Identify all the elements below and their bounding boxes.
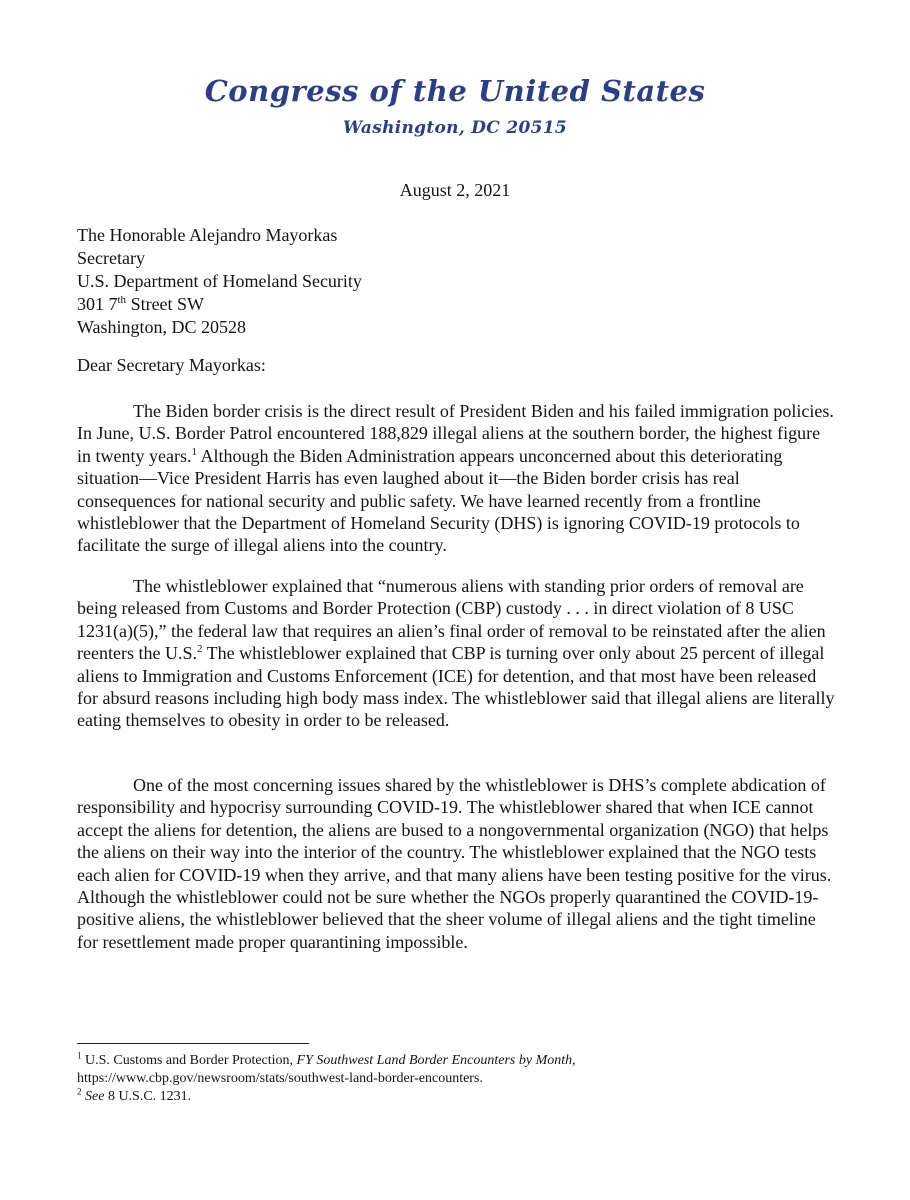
street-suffix: th [117,294,127,306]
body-paragraph-3: One of the most concerning issues shared by the whistleblower is DHS’s complete abdication of responsibility and hypocrisy surrounding COVID-19. The whistleblower shared that when ICE cannot accept the aliens for detention, the aliens are bused to a nongovernmental organization (NGO) that helps the aliens on their way into the interior of the country. The whistleblower explained that the NGO tests each alien for COVID-19 when they arrive, and that many aliens have been testing positive for the virus. Although the whistleblower could not be sure whether the NGOs properly quarantined the COVID-19-positive aliens, the whistleblower believed that the sheer volume of illegal aliens and the tight timeline for resettlement made proper quarantining impossible. [77,775,832,952]
footnote-1-url[interactable]: https://www.cbp.gov/newsroom/stats/southwest-land-border-encounters. [77,1071,483,1086]
recipient-title: Secretary [77,248,145,268]
body-paragraph-1 [77,400,837,557]
recipient-street [77,293,362,316]
paragraph-2-text-b: The whistleblower explained that CBP is turning over only about 25 percent of illegal aliens to Immigration and Customs Enforcement (ICE) for detention, and that most have been released for absurd reasons including high body mass index. The whistleblower said that illegal aliens are literally eating themselves to obesity in order to be released. [77,643,835,731]
street-number: 301 7 [77,294,118,314]
street-rest: Street SW [126,294,205,314]
letterhead-title: Congress of the United States [204,74,706,108]
paragraph-1-text-a: The Biden border crisis is the direct result of President Biden and his failed immigration policies. In June, U.S. Border Patrol encountered 188,829 illegal aliens at the southern border, the highest figure in twenty years. [77,401,834,466]
recipient-department: U.S. Department of Homeland Security [77,271,362,291]
recipient-address [77,224,362,339]
footnote-1-source: U.S. Customs and Border Protection, [85,1053,297,1068]
footnote-1 [77,1052,837,1070]
footnote-2-see: See [85,1089,105,1104]
body-paragraph-2 [77,575,837,732]
footnote-ref-1: 1 [191,445,197,458]
footnote-2 [77,1088,837,1106]
footnote-1-comma: , [572,1053,576,1068]
recipient-city: Washington, DC 20528 [77,317,247,337]
letter-date: August 2, 2021 [399,180,511,200]
footnote-1-number: 1 [77,1050,82,1061]
salutation: Dear Secretary Mayorkas: [77,355,266,375]
paragraph-2-text-a: The whistleblower explained that “numerous aliens with standing prior orders of removal are being released from Customs and Border Protection (CBP) custody . . . in direct violation of 8 USC 1231(a)(5),” the federal law that requires an alien’s final order of removal to be reinstated after the alien reenters the U.S. [77,576,826,664]
footnote-2-cite: 8 U.S.C. 1231. [104,1089,192,1104]
letterhead-subtitle: Washington, DC 20515 [343,118,567,138]
footnote-1-title: FY Southwest Land Border Encounters by Month [296,1053,573,1068]
footnote-2-number: 2 [77,1086,82,1097]
footnote-ref-2: 2 [196,643,203,656]
footnote-divider [77,1043,309,1044]
recipient-name: The Honorable Alejandro Mayorkas [77,225,338,245]
footnotes [77,1052,837,1106]
paragraph-1-text-b: Although the Biden Administration appears unconcerned about this deteriorating situation—Vice President Harris has even laughed about it—the Biden border crisis has real consequences for national security and public safety. We have learned recently from a frontline whistleblower that the Department of Homeland Security (DHS) is ignoring COVID-19 protocols to facilitate the surge of illegal aliens into the country. [77,445,800,556]
